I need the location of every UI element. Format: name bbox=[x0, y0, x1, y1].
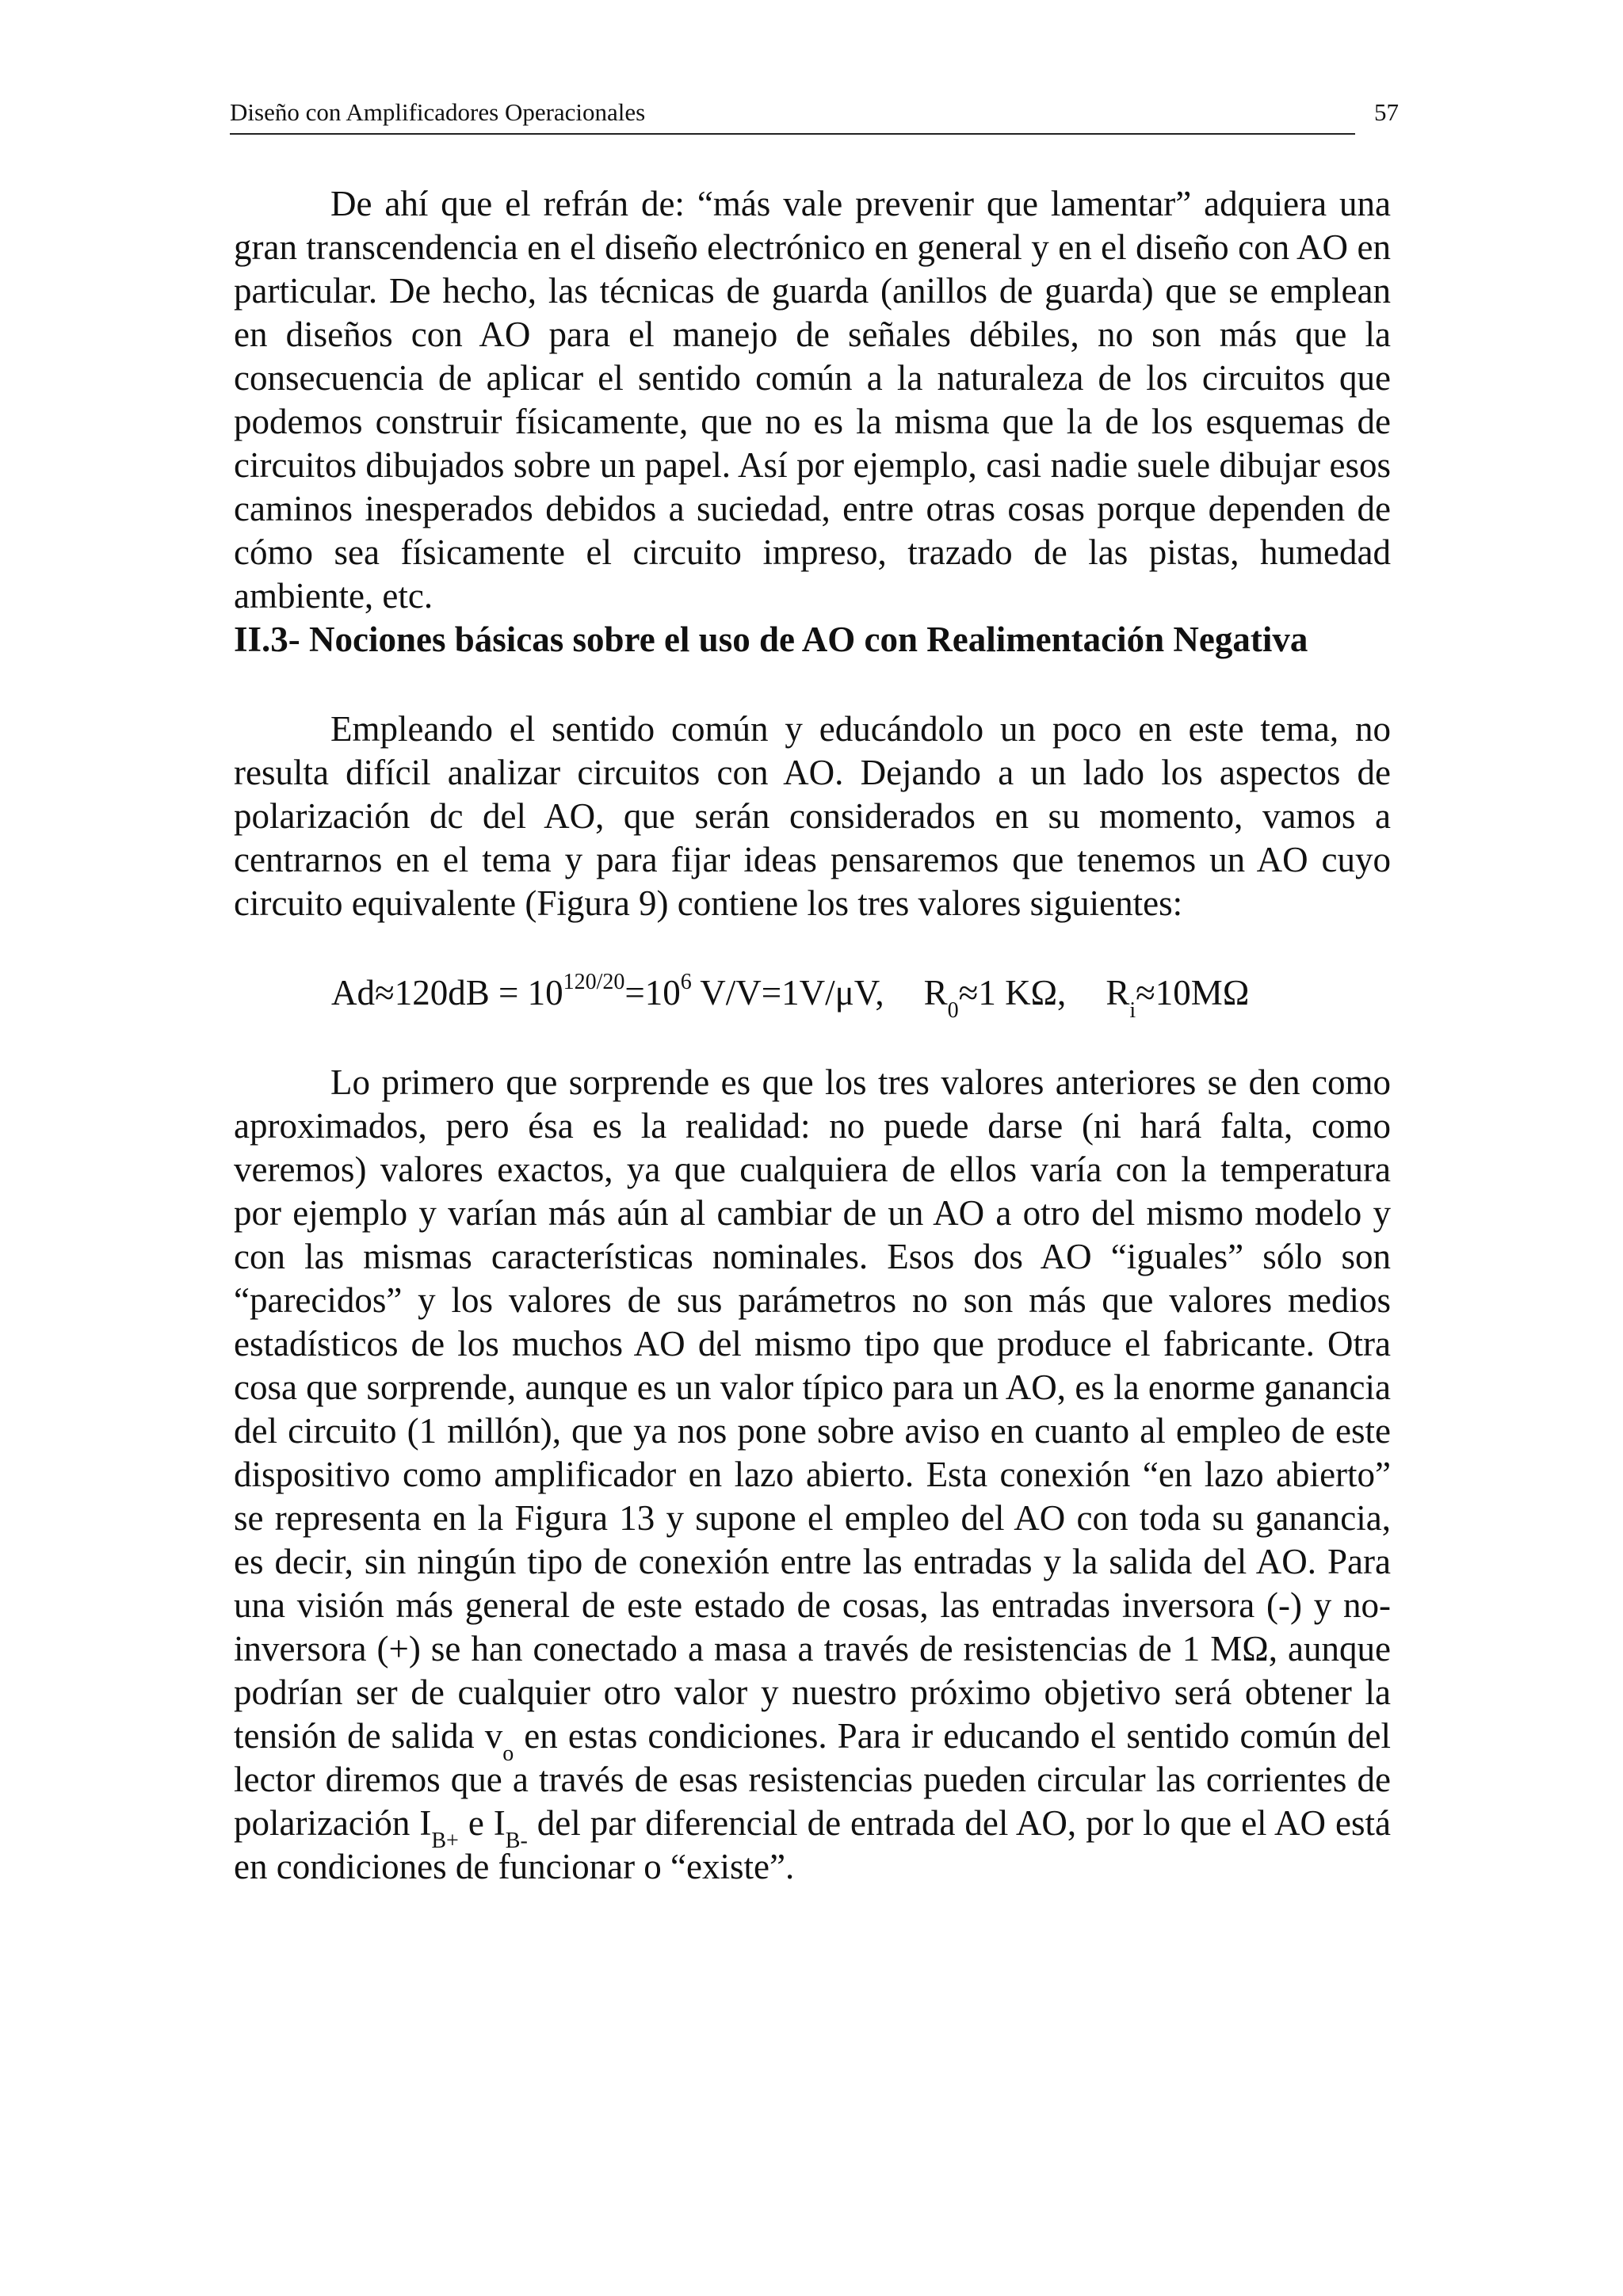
ri-value: ≈10MΩ bbox=[1136, 973, 1250, 1013]
page-header bbox=[230, 93, 1399, 135]
page-number: 57 bbox=[1374, 98, 1399, 126]
running-title: Diseño con Amplificadores Operacionales bbox=[230, 98, 646, 126]
gain-mid: =10 bbox=[624, 973, 681, 1013]
gain-rhs: V/V=1V/μV, bbox=[691, 973, 884, 1013]
gain-lhs: Ad≈120dB = 10 bbox=[331, 973, 563, 1013]
gain-exponent-2: 6 bbox=[680, 970, 692, 994]
input-resistance bbox=[1106, 973, 1250, 1023]
paragraph-ao-values: Empleando el sentido común y educándolo un poco en este tema, no resulta difícil analizar circuitos con AO. Dejando a un lado los aspectos de polarización dc del AO, que serán considerados en su momento, vamos a centrarnos en el tema y para fijar ideas pensaremos que tenemos un AO cuyo circuito equivalente (Figura 9) contiene los tres valores siguientes: bbox=[234, 709, 1391, 923]
page-body bbox=[234, 182, 1391, 1889]
ib-minus-subscript: B- bbox=[505, 1829, 528, 1853]
vo-subscript: o bbox=[502, 1741, 514, 1766]
ri-subscript: i bbox=[1129, 998, 1136, 1023]
open-loop-text-1: Lo primero que sorprende es que los tres valores anteriores se den como aproximados, pero ésa es la realidad: no puede darse (ni hará falta, como veremos) valores exactos, ya que cualquiera de ellos varía con la temperatura por ejemplo y varían más aún al cambiar de un AO a otro del mismo modelo y con las mismas características nominales. Esos dos AO “iguales” sólo son “parecidos” y los valores de sus parámetros no son más que valores medios estadísticos de los muchos AO del mismo tipo que produce el fabricante. Otra cosa que sorprende, aunque es un valor típico para un AO, es la enorme ganancia del circuito (1 millón), que ya nos pone sobre aviso en cuanto al empleo de este dispositivo como amplificador en lazo abierto. Esta conexión “en lazo abierto” se representa en la Figura 13 y supone el empleo del AO con toda su ganancia, es decir, sin ningún tipo de conexión entre las entradas y la salida del AO. Para una visión más general de este estado de cosas, las entradas inversora (-) y no-inversora (+) se han conectado a masa a través de resistencias de 1 MΩ, aunque podrían ser de cualquier otro valor y nuestro próximo objetivo será obtener la tensión de salida v bbox=[234, 1062, 1391, 1756]
open-loop-text-3: e I bbox=[458, 1803, 506, 1843]
gain-exponent-1: 120/20 bbox=[563, 970, 625, 994]
section-heading: II.3- Nociones básicas sobre el uso de AO con Realimentación Negativa bbox=[234, 620, 1308, 659]
paragraph-intro: De ahí que el refrán de: “más vale prevenir que lamentar” adquiera una gran transcendencia en el diseño electrónico en general y en el diseño con AO en particular. De hecho, las técnicas de guarda (anillos de guarda) que se emplean en diseños con AO para el manejo de señales débiles, no son más que la consecuencia de aplicar el sentido común a la naturaleza de los circuitos que podemos construir físicamente, que no es la misma que la de los esquemas de circuitos dibujados sobre un papel. Así por ejemplo, casi nadie suele dibujar esos caminos inesperados debidos a suciedad, entre otras cosas porque dependen de cómo sea físicamente el circuito impreso, trazado de las pistas, humedad ambiente, etc. bbox=[234, 184, 1391, 616]
ib-plus-subscript: B+ bbox=[431, 1829, 459, 1853]
r0-subscript: 0 bbox=[947, 998, 959, 1023]
r0-symbol: R bbox=[923, 973, 948, 1013]
ri-symbol: R bbox=[1106, 973, 1130, 1013]
ao-parameters-formula bbox=[234, 970, 1391, 1023]
open-loop-text-2: en estas condiciones. Para ir educando el sentido común del lector diremos que a través de esas resistencias pueden circular las corrientes de polarización I bbox=[234, 1716, 1391, 1843]
paragraph-open-loop bbox=[234, 1061, 1391, 1889]
output-resistance bbox=[923, 973, 1067, 1023]
open-loop-text-4: del par diferencial de entrada del AO, por lo que el AO está en condiciones de funcionar o “existe”. bbox=[234, 1803, 1392, 1886]
gain-expression bbox=[331, 970, 884, 1013]
r0-value: ≈1 KΩ, bbox=[958, 973, 1067, 1013]
